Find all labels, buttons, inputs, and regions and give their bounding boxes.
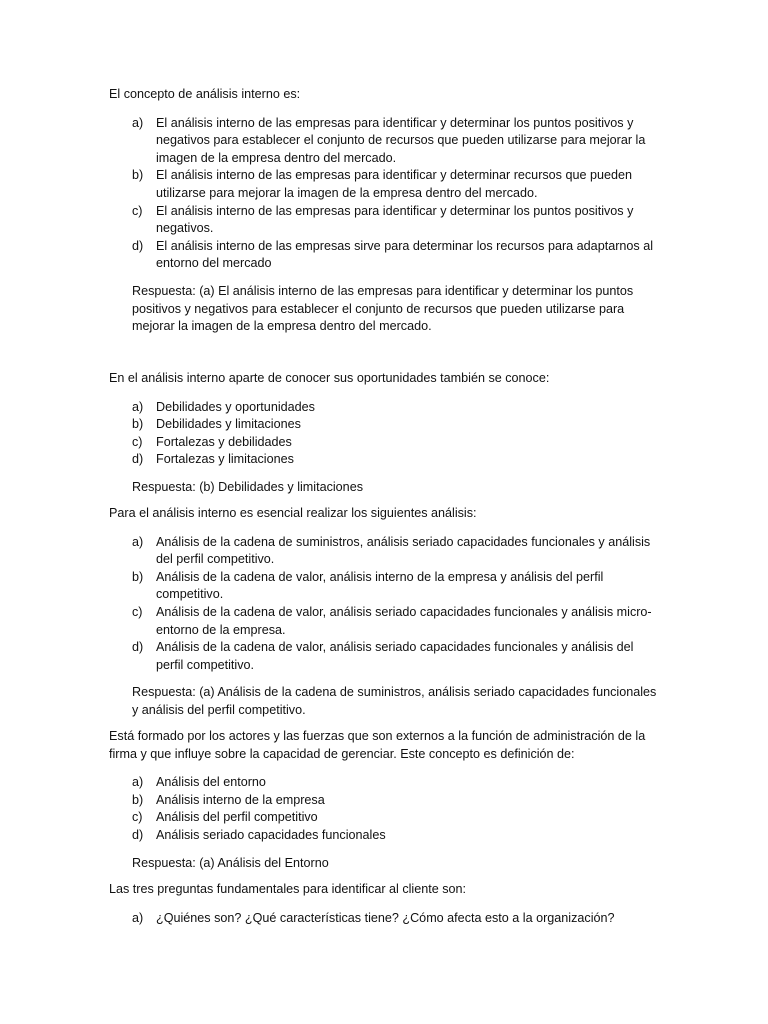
option-text: Fortalezas y limitaciones — [156, 452, 294, 467]
option-letter: a) — [132, 115, 144, 130]
question-text: El concepto de análisis interno es: — [109, 87, 301, 101]
option-letter: d) — [132, 827, 144, 842]
option-letter: b) — [132, 168, 144, 183]
option-item-d — [109, 238, 657, 273]
option-text: Análisis de la cadena de valor, análisis seriado capacidades funcionales y análisis del perfil competitivo. — [156, 640, 634, 672]
option-item-d — [109, 451, 657, 469]
options-list — [109, 534, 657, 675]
answer-text: Respuesta: (a) Análisis del Entorno — [132, 855, 329, 870]
option-item-c — [109, 434, 657, 452]
option-item-a — [109, 115, 657, 168]
option-letter: c) — [132, 810, 143, 825]
options-list — [109, 399, 657, 469]
option-item-a — [109, 774, 657, 792]
option-item-c — [109, 604, 657, 639]
option-letter: a) — [132, 534, 144, 549]
option-text: Análisis del entorno — [156, 775, 266, 790]
option-letter: c) — [132, 203, 143, 218]
answer-text: Respuesta: (a) El análisis interno de las empresas para identificar y determinar los puntos positivos y negativos para establecer el conjunto de recursos que pueden utilizarse para mejorar la imagen de la empresa dentro del mercado. — [132, 283, 634, 334]
option-letter: b) — [132, 417, 144, 432]
option-text: Análisis seriado capacidades funcionales — [156, 827, 386, 842]
option-text: Análisis de la cadena de suministros, análisis seriado capacidades funcionales y análisis del perfil competitivo. — [156, 534, 651, 567]
option-text: Análisis de la cadena de valor, análisis interno de la empresa y análisis del perfil competitivo. — [156, 569, 604, 602]
options-list — [109, 910, 657, 928]
question-block-4 — [109, 728, 657, 872]
option-letter: a) — [132, 775, 144, 790]
option-item-d — [109, 639, 657, 674]
option-letter: a) — [132, 910, 144, 925]
option-text: Análisis del perfil competitivo — [156, 810, 318, 825]
option-item-a — [109, 910, 657, 928]
option-text: El análisis interno de las empresas para identificar y determinar los puntos positivos y negativos. — [156, 203, 634, 236]
option-letter: a) — [132, 399, 144, 414]
options-list — [109, 115, 657, 273]
answer-text: Respuesta: (b) Debilidades y limitaciones — [132, 479, 363, 494]
option-text: Debilidades y limitaciones — [156, 417, 301, 432]
option-item-a — [109, 534, 657, 569]
question-block-2 — [109, 370, 657, 497]
options-list — [109, 774, 657, 844]
question-text: Para el análisis interno es esencial realizar los siguientes análisis: — [109, 506, 477, 520]
question-text: Las tres preguntas fundamentales para identificar al cliente son: — [109, 882, 467, 896]
option-item-b — [109, 167, 657, 202]
option-item-b — [109, 416, 657, 434]
option-item-c — [109, 203, 657, 238]
option-text: Análisis interno de la empresa — [156, 792, 325, 807]
question-block-1 — [109, 86, 657, 336]
option-text: El análisis interno de las empresas para identificar y determinar recursos que pueden utilizarse para mejorar la imagen de la empresa dentro del mercado. — [156, 168, 633, 200]
option-item-d — [109, 827, 657, 845]
option-item-a — [109, 399, 657, 417]
option-letter: c) — [132, 604, 143, 619]
question-block-5 — [109, 881, 657, 927]
option-text: ¿Quiénes son? ¿Qué características tiene? ¿Cómo afecta esto a la organización? — [156, 910, 615, 925]
option-text: Análisis de la cadena de valor, análisis seriado capacidades funcionales y análisis micro-entorno de la empresa. — [156, 604, 652, 637]
option-item-c — [109, 809, 657, 827]
option-letter: b) — [132, 569, 144, 584]
option-letter: b) — [132, 792, 144, 807]
question-text: Está formado por los actores y las fuerzas que son externos a la función de administración de la firma y que influye sobre la capacidad de gerenciar. Este concepto es definición de: — [109, 729, 646, 761]
option-letter: d) — [132, 452, 144, 467]
option-item-b — [109, 569, 657, 604]
option-letter: d) — [132, 238, 144, 253]
option-letter: c) — [132, 434, 143, 449]
answer-text: Respuesta: (a) Análisis de la cadena de suministros, análisis seriado capacidades funcionales y análisis del perfil competitivo. — [132, 685, 657, 717]
question-text: En el análisis interno aparte de conocer sus oportunidades también se conoce: — [109, 371, 550, 385]
option-text: Fortalezas y debilidades — [156, 434, 292, 449]
option-text: El análisis interno de las empresas sirve para determinar los recursos para adaptarnos al entorno del mercado — [156, 238, 653, 271]
question-block-3 — [109, 505, 657, 720]
option-item-b — [109, 792, 657, 810]
option-text: El análisis interno de las empresas para identificar y determinar los puntos positivos y negativos para establecer el conjunto de recursos que pueden utilizarse para mejorar la imagen de la empresa dentro del mercado. — [156, 115, 646, 165]
option-text: Debilidades y oportunidades — [156, 399, 315, 414]
option-letter: d) — [132, 640, 144, 655]
